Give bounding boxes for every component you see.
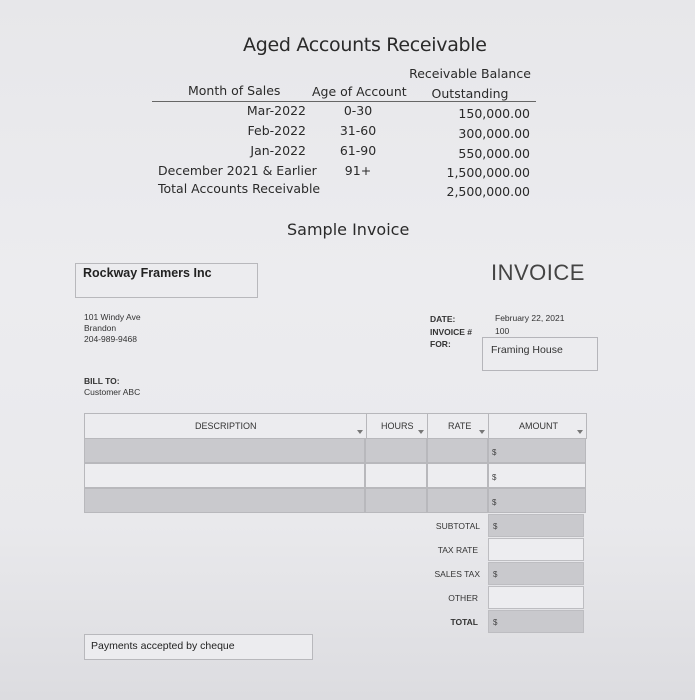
chevron-down-icon[interactable]: [418, 430, 424, 434]
line-rate-cell[interactable]: [427, 438, 488, 463]
amount-column-header[interactable]: [488, 413, 587, 439]
rate-column-header[interactable]: [427, 413, 489, 439]
other-cell[interactable]: [488, 586, 584, 609]
payments-note-box[interactable]: [84, 634, 313, 660]
aging-age: 61-90: [339, 143, 377, 158]
line-currency: $: [492, 448, 497, 457]
tax-rate-cell[interactable]: [488, 538, 584, 561]
date-label: DATE:: [430, 314, 456, 324]
invoice-heading: INVOICE: [491, 260, 585, 285]
aging-total-label: Total Accounts Receivable: [158, 181, 321, 196]
address-phone: 204-989-9468: [84, 334, 137, 344]
balance-header-line2: Outstanding: [431, 86, 509, 101]
aging-balance: 300,000.00: [458, 126, 530, 141]
line-currency: $: [492, 473, 497, 482]
subtotal-currency: $: [493, 522, 498, 531]
description-header-label: DESCRIPTION: [195, 421, 257, 431]
aging-balance: 1,500,000.00: [446, 165, 530, 180]
description-column-header[interactable]: [84, 413, 367, 439]
total-currency: $: [493, 618, 498, 627]
balance-header-line1: Receivable Balance: [409, 66, 531, 81]
bill-to-label: BILL TO:: [84, 376, 120, 386]
invoice-number-value[interactable]: 100: [495, 326, 510, 336]
aging-month: Jan-2022: [250, 143, 306, 158]
company-name: Rockway Framers Inc: [83, 266, 212, 280]
subtotal-label: SUBTOTAL: [435, 521, 480, 531]
address-city: Brandon: [84, 323, 117, 333]
tax-rate-label: TAX RATE: [437, 545, 478, 555]
chevron-down-icon[interactable]: [577, 430, 583, 434]
sales-tax-label: SALES TAX: [434, 569, 480, 579]
hours-column-header[interactable]: [366, 413, 428, 439]
amount-header-label: AMOUNT: [519, 421, 558, 431]
aging-age: 0-30: [343, 103, 373, 118]
line-hours-cell[interactable]: [365, 488, 427, 513]
chevron-down-icon[interactable]: [357, 430, 363, 434]
hours-header-label: HOURS: [381, 421, 414, 431]
line-currency: $: [492, 498, 497, 507]
invoice-number-label: INVOICE #: [430, 327, 473, 337]
age-header: Age of Account: [312, 84, 407, 99]
total-label: TOTAL: [450, 617, 478, 627]
sales-tax-currency: $: [493, 570, 498, 579]
aging-balance: 150,000.00: [458, 106, 530, 121]
line-description-cell[interactable]: [84, 438, 365, 463]
date-value[interactable]: February 22, 2021: [495, 313, 565, 323]
subtotal-cell[interactable]: [488, 514, 584, 537]
aging-balance: 550,000.00: [458, 146, 530, 161]
line-amount-cell[interactable]: [488, 438, 586, 463]
total-cell[interactable]: [488, 610, 584, 633]
line-item-row: [84, 488, 586, 513]
line-description-cell[interactable]: [84, 463, 365, 488]
line-amount-cell[interactable]: [488, 463, 586, 488]
aging-age: 91+: [344, 163, 372, 178]
for-field[interactable]: [482, 337, 598, 371]
aging-total-value: 2,500,000.00: [446, 184, 530, 199]
aging-month: Mar-2022: [246, 103, 306, 118]
line-amount-cell[interactable]: [488, 488, 586, 513]
line-rate-cell[interactable]: [427, 463, 488, 488]
line-hours-cell[interactable]: [365, 463, 427, 488]
for-value: Framing House: [491, 344, 563, 356]
address-street: 101 Windy Ave: [84, 312, 141, 322]
other-label: OTHER: [448, 593, 478, 603]
chevron-down-icon[interactable]: [479, 430, 485, 434]
line-item-row: [84, 463, 586, 488]
company-address: [84, 312, 141, 345]
month-header: Month of Sales: [188, 83, 281, 98]
aging-title: Aged Accounts Receivable: [243, 34, 487, 56]
line-item-row: [84, 438, 586, 463]
aging-month: Feb-2022: [247, 123, 306, 138]
bill-to-value[interactable]: Customer ABC: [84, 387, 141, 397]
line-rate-cell[interactable]: [427, 488, 488, 513]
aging-age: 31-60: [339, 123, 377, 138]
sample-invoice-title: Sample Invoice: [287, 220, 410, 239]
sales-tax-cell[interactable]: [488, 562, 584, 585]
rate-header-label: RATE: [448, 421, 472, 431]
aging-month: December 2021 & Earlier: [158, 163, 317, 178]
header-rule: [152, 101, 536, 102]
line-description-cell[interactable]: [84, 488, 365, 513]
for-label: FOR:: [430, 339, 451, 349]
line-hours-cell[interactable]: [365, 438, 427, 463]
payments-note: Payments accepted by cheque: [91, 640, 235, 652]
